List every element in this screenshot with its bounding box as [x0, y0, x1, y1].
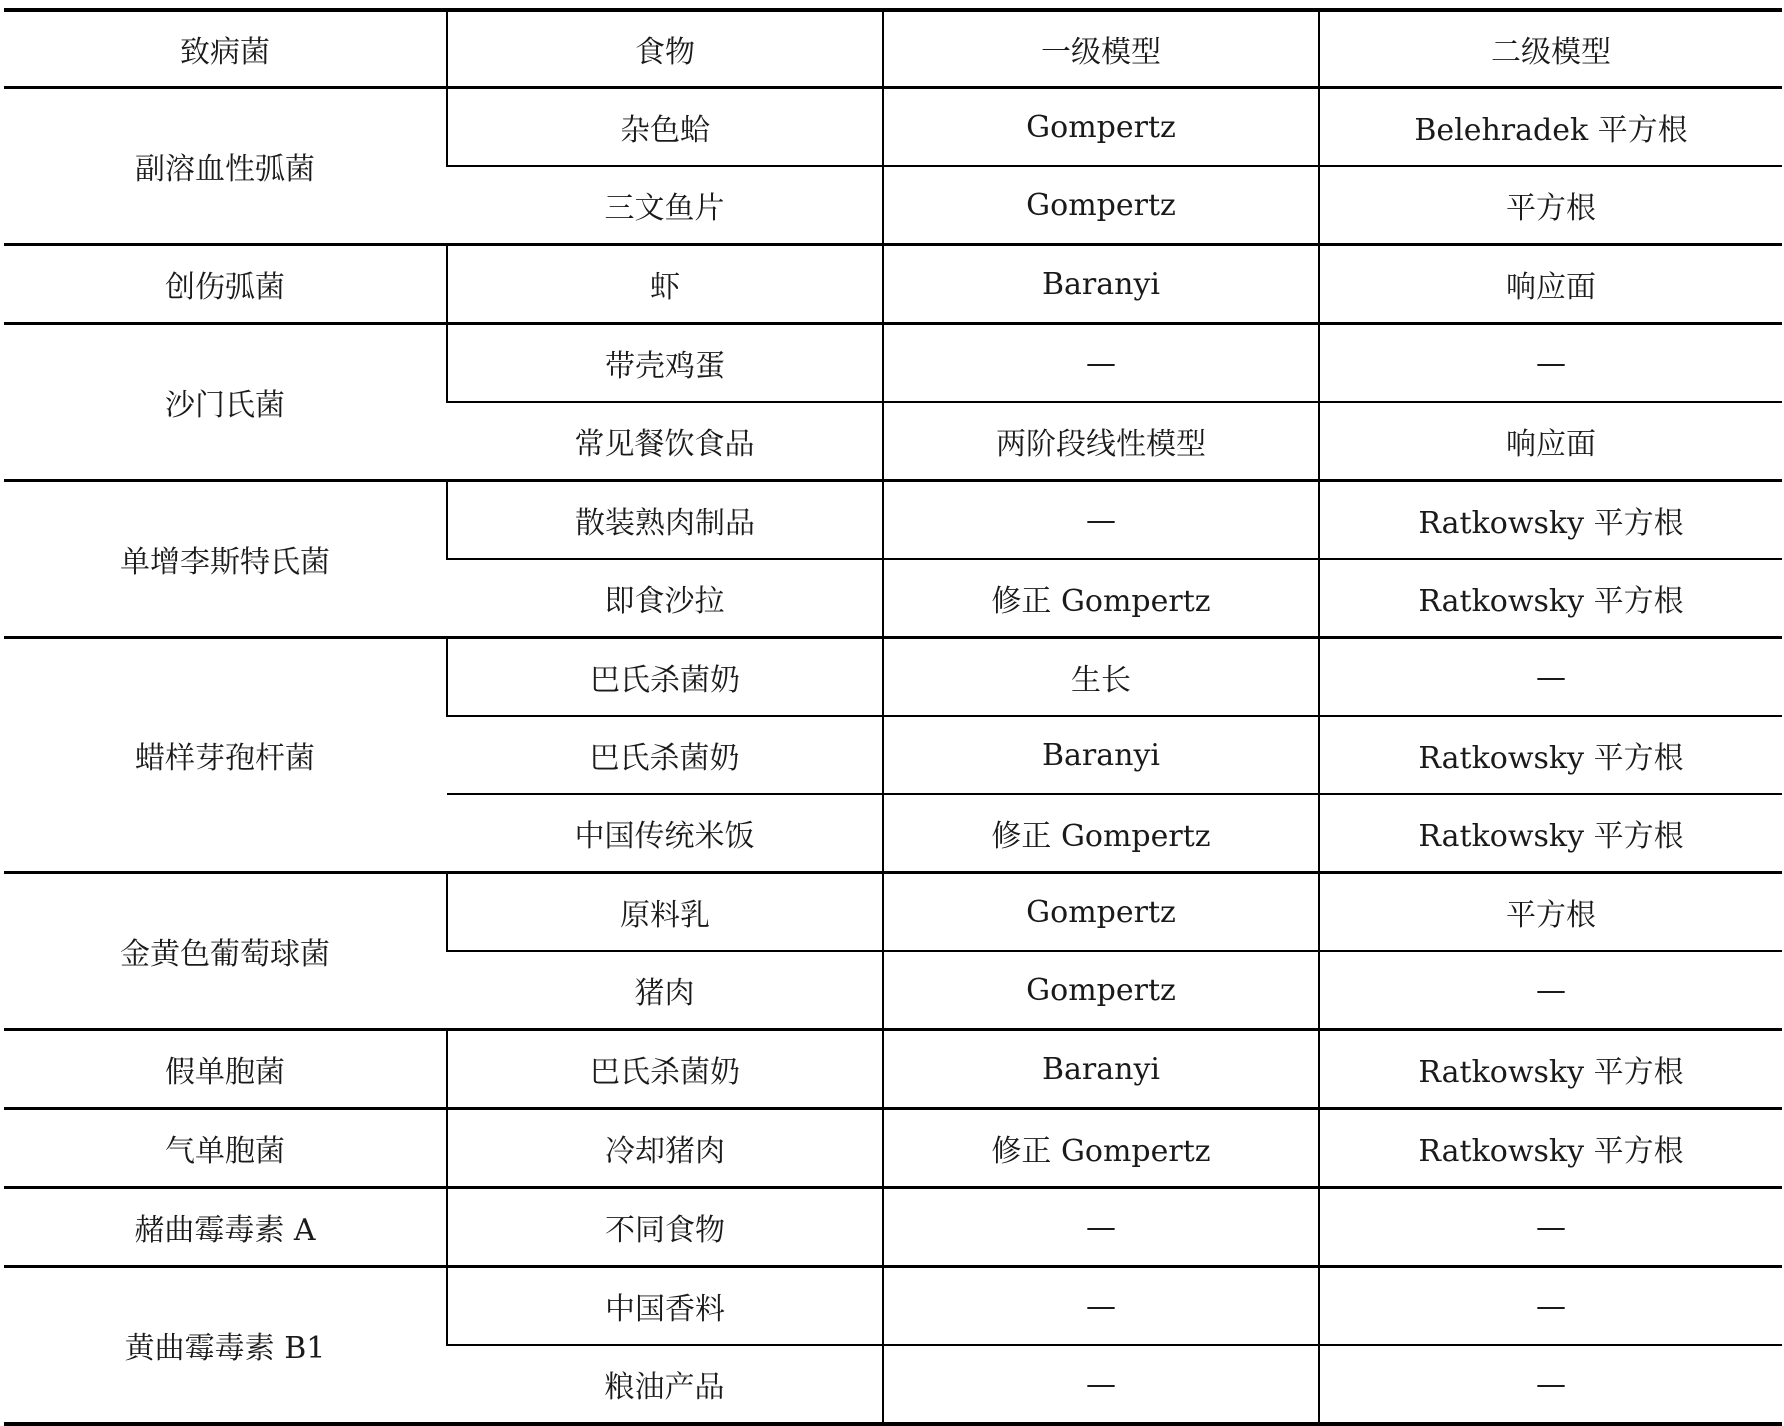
table-row — [4, 873, 1782, 952]
header-row — [4, 10, 1782, 88]
table-row — [4, 245, 1782, 324]
primary-model-cell: 修正 Gompertz — [883, 794, 1319, 873]
food-cell: 杂色蛤 — [447, 88, 883, 167]
food-cell: 即食沙拉 — [447, 559, 883, 638]
secondary-model-cell: — — [1319, 1267, 1782, 1346]
primary-model-cell: 修正 Gompertz — [883, 559, 1319, 638]
pathogen-cell: 副溶血性弧菌 — [4, 88, 447, 245]
primary-model-cell: 两阶段线性模型 — [883, 402, 1319, 481]
table-body — [4, 88, 1782, 1425]
food-cell: 巴氏杀菌奶 — [447, 716, 883, 794]
table-row — [4, 638, 1782, 717]
table-row — [4, 324, 1782, 403]
primary-model-cell: — — [883, 1188, 1319, 1267]
pathogen-cell: 假单胞菌 — [4, 1030, 447, 1109]
header-primary-model: 一级模型 — [883, 10, 1319, 88]
secondary-model-cell: — — [1319, 1345, 1782, 1424]
primary-model-cell: Gompertz — [883, 88, 1319, 167]
food-cell: 猪肉 — [447, 951, 883, 1030]
header-secondary-model: 二级模型 — [1319, 10, 1782, 88]
primary-model-cell: 修正 Gompertz — [883, 1109, 1319, 1188]
food-cell: 冷却猪肉 — [447, 1109, 883, 1188]
primary-model-cell: 生长 — [883, 638, 1319, 717]
secondary-model-cell: 平方根 — [1319, 873, 1782, 952]
secondary-model-cell: Ratkowsky 平方根 — [1319, 1030, 1782, 1109]
table-row — [4, 481, 1782, 560]
food-cell: 原料乳 — [447, 873, 883, 952]
header-food: 食物 — [447, 10, 883, 88]
secondary-model-cell: Ratkowsky 平方根 — [1319, 1109, 1782, 1188]
primary-model-cell: — — [883, 481, 1319, 560]
secondary-model-cell: Ratkowsky 平方根 — [1319, 559, 1782, 638]
secondary-model-cell: Ratkowsky 平方根 — [1319, 481, 1782, 560]
secondary-model-cell: — — [1319, 951, 1782, 1030]
pathogen-cell: 蜡样芽孢杆菌 — [4, 638, 447, 873]
food-cell: 中国传统米饭 — [447, 794, 883, 873]
primary-model-cell: Gompertz — [883, 873, 1319, 952]
pathogen-cell: 沙门氏菌 — [4, 324, 447, 481]
pathogen-cell: 金黄色葡萄球菌 — [4, 873, 447, 1030]
food-cell: 中国香料 — [447, 1267, 883, 1346]
secondary-model-cell: Ratkowsky 平方根 — [1319, 794, 1782, 873]
pathogen-cell: 赭曲霉毒素 A — [4, 1188, 447, 1267]
primary-model-cell: Baranyi — [883, 245, 1319, 324]
secondary-model-cell: — — [1319, 638, 1782, 717]
secondary-model-cell: 平方根 — [1319, 166, 1782, 245]
table-header — [4, 10, 1782, 88]
table-row — [4, 1030, 1782, 1109]
secondary-model-cell: 响应面 — [1319, 402, 1782, 481]
food-cell: 常见餐饮食品 — [447, 402, 883, 481]
primary-model-cell: Baranyi — [883, 1030, 1319, 1109]
food-cell: 带壳鸡蛋 — [447, 324, 883, 403]
food-cell: 散装熟肉制品 — [447, 481, 883, 560]
food-cell: 巴氏杀菌奶 — [447, 638, 883, 717]
pathogen-cell: 单增李斯特氏菌 — [4, 481, 447, 638]
primary-model-cell: Gompertz — [883, 166, 1319, 245]
primary-model-cell: Gompertz — [883, 951, 1319, 1030]
secondary-model-cell: Belehradek 平方根 — [1319, 88, 1782, 167]
secondary-model-cell: 响应面 — [1319, 245, 1782, 324]
table-row — [4, 1188, 1782, 1267]
pathogen-cell: 黄曲霉毒素 B1 — [4, 1267, 447, 1425]
primary-model-cell: — — [883, 1267, 1319, 1346]
primary-model-cell: — — [883, 324, 1319, 403]
food-cell: 巴氏杀菌奶 — [447, 1030, 883, 1109]
food-cell: 虾 — [447, 245, 883, 324]
header-pathogen: 致病菌 — [4, 10, 447, 88]
primary-model-cell: Baranyi — [883, 716, 1319, 794]
secondary-model-cell: Ratkowsky 平方根 — [1319, 716, 1782, 794]
secondary-model-cell: — — [1319, 324, 1782, 403]
table-row — [4, 1109, 1782, 1188]
pathogen-cell: 创伤弧菌 — [4, 245, 447, 324]
food-cell: 三文鱼片 — [447, 166, 883, 245]
food-cell: 不同食物 — [447, 1188, 883, 1267]
table-row — [4, 1267, 1782, 1346]
secondary-model-cell: — — [1319, 1188, 1782, 1267]
food-cell: 粮油产品 — [447, 1345, 883, 1424]
table-row — [4, 88, 1782, 167]
pathogen-cell: 气单胞菌 — [4, 1109, 447, 1188]
pathogen-model-table — [4, 8, 1782, 1426]
primary-model-cell: — — [883, 1345, 1319, 1424]
